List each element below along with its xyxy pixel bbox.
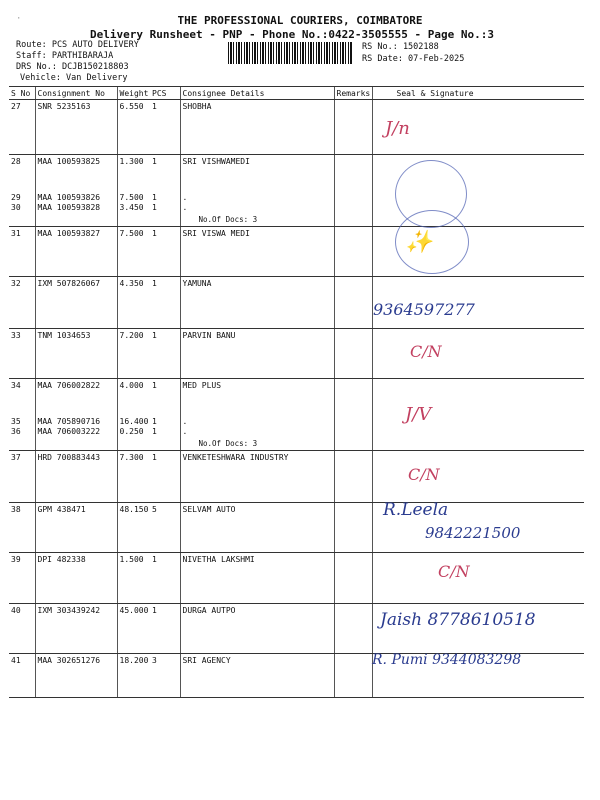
cell-consignment: MAA 100593827 [35, 227, 117, 277]
cell-weight: 6.550 [117, 100, 150, 155]
signature-32: 9364597277 [373, 300, 475, 319]
cell-sno: 39 [9, 553, 35, 604]
signature-33: C/N [410, 342, 442, 361]
signature-39: C/N [438, 562, 470, 581]
cell-pcs: 1 [150, 277, 180, 329]
table-row [9, 451, 584, 503]
table-row [9, 553, 584, 604]
table-row [9, 227, 584, 277]
table-row [9, 277, 584, 329]
cell-consignment: GPM 438471 [35, 503, 117, 553]
cell-remarks [334, 155, 372, 227]
cell-consignee: SELVAM AUTO [180, 503, 334, 553]
col-remarks: Remarks [334, 87, 372, 100]
cell-pcs: 1 1 1 [150, 379, 180, 451]
drs-number: DRS No.: DCJB150218803 [16, 62, 129, 72]
cell-consignee: VENKETESHWARA INDUSTRY [180, 451, 334, 503]
cell-weight: 18.200 [117, 654, 150, 698]
runsheet-table [9, 86, 584, 698]
cell-weight: 7.500 [117, 227, 150, 277]
cell-pcs: 1 [150, 100, 180, 155]
table-row-group [9, 155, 584, 227]
cell-consignee: DURGA AUTPO [180, 604, 334, 654]
col-weight: Weight [117, 87, 150, 100]
signature-40: Jaish 8778610518 [380, 610, 536, 630]
cell-remarks [334, 379, 372, 451]
cell-consignment: SNR 5235163 [35, 100, 117, 155]
col-consignee: Consignee Details [180, 87, 334, 100]
cell-consignment: IXM 303439242 [35, 604, 117, 654]
cell-sno: 34 35 36 [9, 379, 35, 451]
cell-consignment: MAA 706002822 MAA 705890716 MAA 706003222 [35, 379, 117, 451]
signature-37: C/N [408, 465, 440, 484]
table-row [9, 100, 584, 155]
cell-consignment: MAA 302651276 [35, 654, 117, 698]
cell-weight: 4.350 [117, 277, 150, 329]
signature-27: J/n [385, 118, 410, 139]
table-row-group [9, 379, 584, 451]
signature-31: ✨ [405, 230, 433, 255]
cell-sno: 27 [9, 100, 35, 155]
signature-34: J/V [405, 404, 432, 425]
cell-pcs: 1 [150, 553, 180, 604]
cell-sno: 33 [9, 329, 35, 379]
cell-sno: 41 [9, 654, 35, 698]
cell-seal [372, 451, 584, 503]
cell-remarks [334, 451, 372, 503]
cell-consignment: TNM 1034653 [35, 329, 117, 379]
cell-seal [372, 553, 584, 604]
cell-pcs: 1 [150, 329, 180, 379]
route-label: Route: PCS AUTO DELIVERY [16, 40, 139, 50]
cell-sno: 32 [9, 277, 35, 329]
cell-remarks [334, 277, 372, 329]
col-sno: S No [9, 87, 35, 100]
cell-weight: 45.000 [117, 604, 150, 654]
cell-weight: 7.300 [117, 451, 150, 503]
cell-remarks [334, 553, 372, 604]
cell-pcs: 1 [150, 451, 180, 503]
cell-remarks [334, 329, 372, 379]
cell-remarks [334, 100, 372, 155]
cell-pcs: 5 [150, 503, 180, 553]
col-consignment: Consignment No [35, 87, 117, 100]
cell-pcs: 1 1 1 [150, 155, 180, 227]
cell-seal [372, 379, 584, 451]
company-title: THE PROFESSIONAL COURIERS, COIMBATORE [177, 14, 423, 27]
staff-label: Staff: PARTHIBARAJA [16, 51, 114, 61]
cell-remarks [334, 503, 372, 553]
cell-consignment: DPI 482338 [35, 553, 117, 604]
cell-weight: 1.500 [117, 553, 150, 604]
cell-remarks [334, 227, 372, 277]
cell-consignee: SHOBHA [180, 100, 334, 155]
cell-sno: 38 [9, 503, 35, 553]
cell-sno: 31 [9, 227, 35, 277]
cell-consignee: SRI VISWA MEDI [180, 227, 334, 277]
cell-consignment: IXM 507826067 [35, 277, 117, 329]
cell-consignee: NIVETHA LAKSHMI [180, 553, 334, 604]
cell-remarks [334, 654, 372, 698]
vehicle-label: Vehicle: Van Delivery [20, 73, 128, 83]
cell-consignment: MAA 100593825 MAA 100593826 MAA 100593828 [35, 155, 117, 227]
rs-date: RS Date: 07-Feb-2025 [362, 54, 465, 64]
cell-weight: 7.200 [117, 329, 150, 379]
runsheet-title: Delivery Runsheet - PNP - Phone No.:0422-3505555 - Page No.:3 [90, 28, 494, 41]
cell-weight: 4.000 16.400 0.250 [117, 379, 150, 451]
cell-pcs: 1 [150, 604, 180, 654]
table-header-row [9, 87, 584, 100]
cell-remarks [334, 604, 372, 654]
cell-sno: 28 29 30 [9, 155, 35, 227]
cell-consignee: SRI VISHWAMEDI . . No.Of Docs: 3 [180, 155, 334, 227]
signature-38-name: R.Leela [383, 500, 449, 520]
cell-seal [372, 329, 584, 379]
cell-weight: 1.300 7.500 3.450 [117, 155, 150, 227]
cell-consignee: YAMUNA [180, 277, 334, 329]
cell-consignment: HRD 700883443 [35, 451, 117, 503]
cell-consignee: PARVIN BANU [180, 329, 334, 379]
cell-consignee: SRI AGENCY [180, 654, 334, 698]
signature-41: R. Pumi 9344083298 [372, 652, 522, 668]
barcode-icon [228, 42, 353, 64]
col-seal: Seal & Signature [372, 87, 584, 100]
signature-38-phone: 9842221500 [425, 524, 521, 542]
cell-pcs: 3 [150, 654, 180, 698]
col-pcs: PCS [150, 87, 180, 100]
corner-mark: · [16, 14, 22, 24]
cell-weight: 48.150 [117, 503, 150, 553]
cell-consignee: MED PLUS . . No.Of Docs: 3 [180, 379, 334, 451]
rs-number: RS No.: 1502188 [362, 42, 439, 52]
table-row [9, 329, 584, 379]
cell-sno: 37 [9, 451, 35, 503]
cell-pcs: 1 [150, 227, 180, 277]
cell-sno: 40 [9, 604, 35, 654]
